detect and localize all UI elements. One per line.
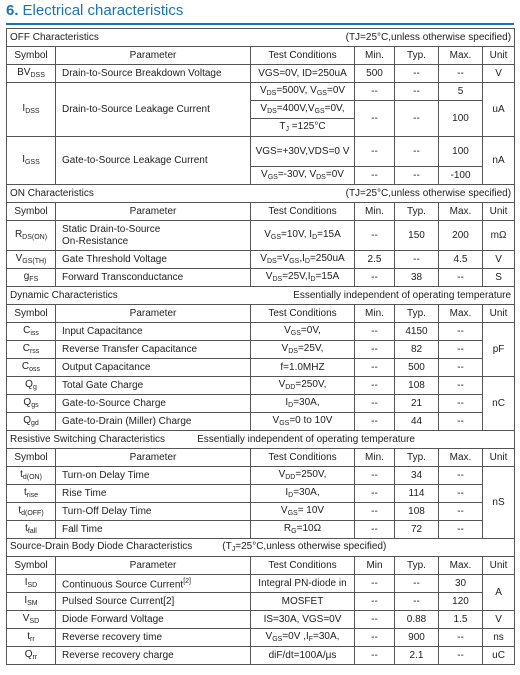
conditions: $V_{DS}=25V,I_D=15A$	[251, 269, 355, 287]
section-note: (TJ=25°C,unless otherwise specified)	[345, 187, 512, 199]
conditions: IS=30A, VGS=0V	[251, 611, 355, 629]
col-conditions: Test Conditions	[251, 47, 355, 65]
unit: mΩ	[483, 221, 515, 251]
parameter: Rise Time	[56, 485, 251, 503]
parameter	[56, 575, 251, 593]
section-name: OFF Characteristics	[10, 31, 99, 43]
min: --	[355, 647, 395, 665]
table-row	[7, 611, 515, 629]
min: --	[355, 629, 395, 647]
parameter: Reverse Transfer Capacitance	[56, 341, 251, 359]
col-min: Min.	[355, 449, 395, 467]
max: 100	[439, 101, 483, 137]
typ: 114	[395, 485, 439, 503]
unit: ns	[483, 629, 515, 647]
col-unit: Unit	[483, 47, 515, 65]
col-max: Max.	[439, 449, 483, 467]
table-row	[7, 251, 515, 269]
typ: 500	[395, 359, 439, 377]
col-symbol: Symbol	[7, 449, 56, 467]
col-max: Max.	[439, 557, 483, 575]
col-unit: Unit	[483, 449, 515, 467]
min: --	[355, 269, 395, 287]
typ: 44	[395, 413, 439, 431]
typ: --	[395, 65, 439, 83]
section-title-text: Electrical characteristics	[22, 2, 184, 19]
col-parameter: Parameter	[56, 203, 251, 221]
conditions: $V_{GS}=0V$ $,I_F=30A$,	[251, 629, 355, 647]
unit: uA	[483, 83, 515, 137]
column-header-row	[7, 305, 515, 323]
column-header-row	[7, 203, 515, 221]
typ: 38	[395, 269, 439, 287]
table-row	[7, 359, 515, 377]
table-row	[7, 323, 515, 341]
table-row	[7, 83, 515, 101]
conditions: diF/dt=100A/μs	[251, 647, 355, 665]
conditions: Integral PN-diode in	[251, 575, 355, 593]
col-parameter: Parameter	[56, 47, 251, 65]
unit: pF	[483, 323, 515, 377]
parameter: Fall Time	[56, 521, 251, 539]
typ: 0.88	[395, 611, 439, 629]
max: --	[439, 647, 483, 665]
min: --	[355, 413, 395, 431]
min: --	[355, 359, 395, 377]
max: 120	[439, 593, 483, 611]
unit: A	[483, 575, 515, 611]
parameter-text: Continuous Source Current	[62, 579, 184, 591]
min: --	[355, 467, 395, 485]
col-conditions: Test Conditions	[251, 557, 355, 575]
col-unit: Unit	[483, 557, 515, 575]
min: --	[355, 341, 395, 359]
conditions: $V_{GS}=-30V$, $V_{DS}=0V$	[251, 167, 355, 185]
conditions: $I_D=30A$,	[251, 395, 355, 413]
typ: 108	[395, 377, 439, 395]
symbol: $t_{d(OFF)}$	[7, 503, 56, 521]
table-row	[7, 269, 515, 287]
min: --	[355, 575, 395, 593]
col-max: Max.	[439, 203, 483, 221]
unit: V	[483, 65, 515, 83]
parameter: Drain-to-Source Breakdown Voltage	[56, 65, 251, 83]
symbol: $Q_{gs}$	[7, 395, 56, 413]
conditions: VGS=+30V,VDS=0 V	[251, 137, 355, 167]
min: --	[355, 521, 395, 539]
symbol: $Q_{gd}$	[7, 413, 56, 431]
max: --	[439, 395, 483, 413]
section-title	[6, 2, 183, 19]
min: 500	[355, 65, 395, 83]
col-min: Min.	[355, 305, 395, 323]
table-row	[7, 485, 515, 503]
parameter: Gate-to-Drain (Miller) Charge	[56, 413, 251, 431]
col-typ: Typ.	[395, 203, 439, 221]
max: 1.5	[439, 611, 483, 629]
typ: 900	[395, 629, 439, 647]
table-row	[7, 503, 515, 521]
symbol: $C_{iss}$	[7, 323, 56, 341]
symbol: $BV_{DSS}$	[7, 65, 56, 83]
conditions: $V_{DD}=250V$,	[251, 467, 355, 485]
conditions: $V_{DS}=400V,V_{GS}=0V$,	[251, 101, 355, 119]
conditions: MOSFET	[251, 593, 355, 611]
table-row	[7, 593, 515, 611]
max: --	[439, 377, 483, 395]
typ: --	[395, 575, 439, 593]
parameter-line-1: Static Drain-to-Source	[62, 223, 161, 235]
unit: uC	[483, 647, 515, 665]
max: 200	[439, 221, 483, 251]
table-row	[7, 521, 515, 539]
max: 5	[439, 83, 483, 101]
typ: 150	[395, 221, 439, 251]
typ: 72	[395, 521, 439, 539]
section-note: ($T_J=25^\circ C,unless$ otherwise specified)	[222, 541, 387, 553]
symbol: $V_{GS(TH)}$	[7, 251, 56, 269]
parameter: Gate Threshold Voltage	[56, 251, 251, 269]
max: --	[439, 341, 483, 359]
min: --	[355, 503, 395, 521]
typ: --	[395, 593, 439, 611]
table-row	[7, 221, 515, 251]
conditions: $V_{GS}= 10V$	[251, 503, 355, 521]
symbol: $I_{GSS}$	[7, 137, 56, 185]
parameter: Reverse recovery time	[56, 629, 251, 647]
parameter: Forward Transconductance	[56, 269, 251, 287]
min: --	[355, 593, 395, 611]
max: --	[439, 65, 483, 83]
col-parameter: Parameter	[56, 449, 251, 467]
parameter: Diode Forward Voltage	[56, 611, 251, 629]
table-row	[7, 575, 515, 593]
min: --	[355, 485, 395, 503]
column-header-row	[7, 557, 515, 575]
col-conditions: Test Conditions	[251, 305, 355, 323]
unit: nA	[483, 137, 515, 185]
conditions: $I_D=30A$,	[251, 485, 355, 503]
footnote-ref: [2]	[183, 577, 191, 585]
max: --	[439, 521, 483, 539]
parameter-line-2: On-Resistance	[62, 235, 129, 247]
max: -100	[439, 167, 483, 185]
min: --	[355, 137, 395, 167]
typ: 34	[395, 467, 439, 485]
parameter: Output Capacitance	[56, 359, 251, 377]
section-note: Essentially independent of operating temperature	[293, 289, 512, 301]
typ: 108	[395, 503, 439, 521]
parameter: Drain-to-Source Leakage Current	[56, 83, 251, 137]
col-symbol: Symbol	[7, 47, 56, 65]
col-symbol: Symbol	[7, 305, 56, 323]
min: 2.5	[355, 251, 395, 269]
table-row	[7, 467, 515, 485]
col-typ: Typ.	[395, 305, 439, 323]
typ: --	[395, 137, 439, 167]
section-number: 6.	[6, 2, 19, 19]
symbol: $Q_g$	[7, 377, 56, 395]
col-unit: Unit	[483, 203, 515, 221]
section-note: Essentially independent of operating temperature	[197, 433, 415, 445]
col-parameter: Parameter	[56, 557, 251, 575]
symbol: $t_{rr}$	[7, 629, 56, 647]
typ: 2.1	[395, 647, 439, 665]
unit: S	[483, 269, 515, 287]
parameter: Reverse recovery charge	[56, 647, 251, 665]
symbol: $V_{SD}$	[7, 611, 56, 629]
typ: 82	[395, 341, 439, 359]
column-header-row	[7, 449, 515, 467]
max: --	[439, 413, 483, 431]
parameter: Total Gate Charge	[56, 377, 251, 395]
min: --	[355, 83, 395, 101]
section-header-on	[7, 185, 515, 203]
section-header-off	[7, 29, 515, 47]
col-typ: Typ.	[395, 557, 439, 575]
parameter: Turn-Off Delay Time	[56, 503, 251, 521]
section-name: ON Characteristics	[10, 187, 94, 199]
col-typ: Typ.	[395, 47, 439, 65]
max: 30	[439, 575, 483, 593]
symbol: $g_{FS}$	[7, 269, 56, 287]
table-row	[7, 137, 515, 167]
max: --	[439, 629, 483, 647]
col-typ: Typ.	[395, 449, 439, 467]
parameter: Gate-to-Source Charge	[56, 395, 251, 413]
min: --	[355, 101, 395, 137]
title-underline	[6, 23, 514, 25]
table-row	[7, 377, 515, 395]
typ: 4150	[395, 323, 439, 341]
symbol: $Q_{rr}$	[7, 647, 56, 665]
parameter: Input Capacitance	[56, 323, 251, 341]
conditions: $V_{GS}=10V$, $I_D=15A$	[251, 221, 355, 251]
symbol: $I_{SD}$	[7, 575, 56, 593]
conditions: $V_{DS}=25V$,	[251, 341, 355, 359]
min: --	[355, 611, 395, 629]
table-row	[7, 341, 515, 359]
col-unit: Unit	[483, 305, 515, 323]
typ: --	[395, 101, 439, 137]
col-max: Max.	[439, 47, 483, 65]
unit: nC	[483, 377, 515, 431]
symbol: $I_{SM}$	[7, 593, 56, 611]
conditions: VGS=0V, ID=250uA	[251, 65, 355, 83]
table-row	[7, 65, 515, 83]
section-header-diode	[7, 539, 515, 557]
conditions: $V_{DS}=V_{GS},I_D=250uA$	[251, 251, 355, 269]
conditions: $V_{DD}=250V$,	[251, 377, 355, 395]
unit: nS	[483, 467, 515, 539]
min: --	[355, 167, 395, 185]
max: --	[439, 359, 483, 377]
section-note: (TJ=25°C,unless otherwise specified)	[345, 31, 512, 43]
min: --	[355, 221, 395, 251]
electrical-characteristics-table	[6, 28, 515, 665]
col-min: Min.	[355, 203, 395, 221]
conditions: $V_{DS}=500V$, $V_{GS}=0V$	[251, 83, 355, 101]
table-row	[7, 629, 515, 647]
section-name: Resistive Switching Characteristics	[10, 433, 166, 445]
typ: --	[395, 167, 439, 185]
parameter	[56, 221, 251, 251]
conditions: $T_J =125^\circ C$	[251, 119, 355, 137]
col-min: Min.	[355, 47, 395, 65]
section-name: Dynamic Characteristics	[10, 289, 118, 301]
symbol: $I_{DSS}$	[7, 83, 56, 137]
symbol: $t_{rise}$	[7, 485, 56, 503]
typ: --	[395, 251, 439, 269]
symbol: $R_{DS(ON)}$	[7, 221, 56, 251]
column-header-row	[7, 47, 515, 65]
col-conditions: Test Conditions	[251, 449, 355, 467]
parameter: Pulsed Source Current[2]	[56, 593, 251, 611]
table-row	[7, 413, 515, 431]
parameter: Gate-to-Source Leakage Current	[56, 137, 251, 185]
symbol: $C_{rss}$	[7, 341, 56, 359]
symbol: $t_{fall}$	[7, 521, 56, 539]
max: --	[439, 485, 483, 503]
unit: V	[483, 251, 515, 269]
section-header-dynamic	[7, 287, 515, 305]
conditions: f=1.0MHZ	[251, 359, 355, 377]
parameter: Turn-on Delay Time	[56, 467, 251, 485]
typ: --	[395, 83, 439, 101]
conditions: $V_{GS}=0$ to 10V	[251, 413, 355, 431]
col-symbol: Symbol	[7, 203, 56, 221]
max: 100	[439, 137, 483, 167]
table-row	[7, 647, 515, 665]
min: --	[355, 323, 395, 341]
conditions: $V_{GS}=0V$,	[251, 323, 355, 341]
col-conditions: Test Conditions	[251, 203, 355, 221]
min: --	[355, 377, 395, 395]
col-symbol: Symbol	[7, 557, 56, 575]
col-min: Min	[355, 557, 395, 575]
col-parameter: Parameter	[56, 305, 251, 323]
table-row	[7, 395, 515, 413]
max: --	[439, 503, 483, 521]
max: --	[439, 323, 483, 341]
max: --	[439, 467, 483, 485]
max: --	[439, 269, 483, 287]
symbol: $t_{d(ON)}$	[7, 467, 56, 485]
max: 4.5	[439, 251, 483, 269]
section-header-switching	[7, 431, 515, 449]
col-max: Max.	[439, 305, 483, 323]
section-name: Source-Drain Body Diode Characteristics	[10, 541, 193, 552]
symbol: $C_{oss}$	[7, 359, 56, 377]
typ: 21	[395, 395, 439, 413]
min: --	[355, 395, 395, 413]
unit: V	[483, 611, 515, 629]
conditions: $R_G=10\Omega$	[251, 521, 355, 539]
